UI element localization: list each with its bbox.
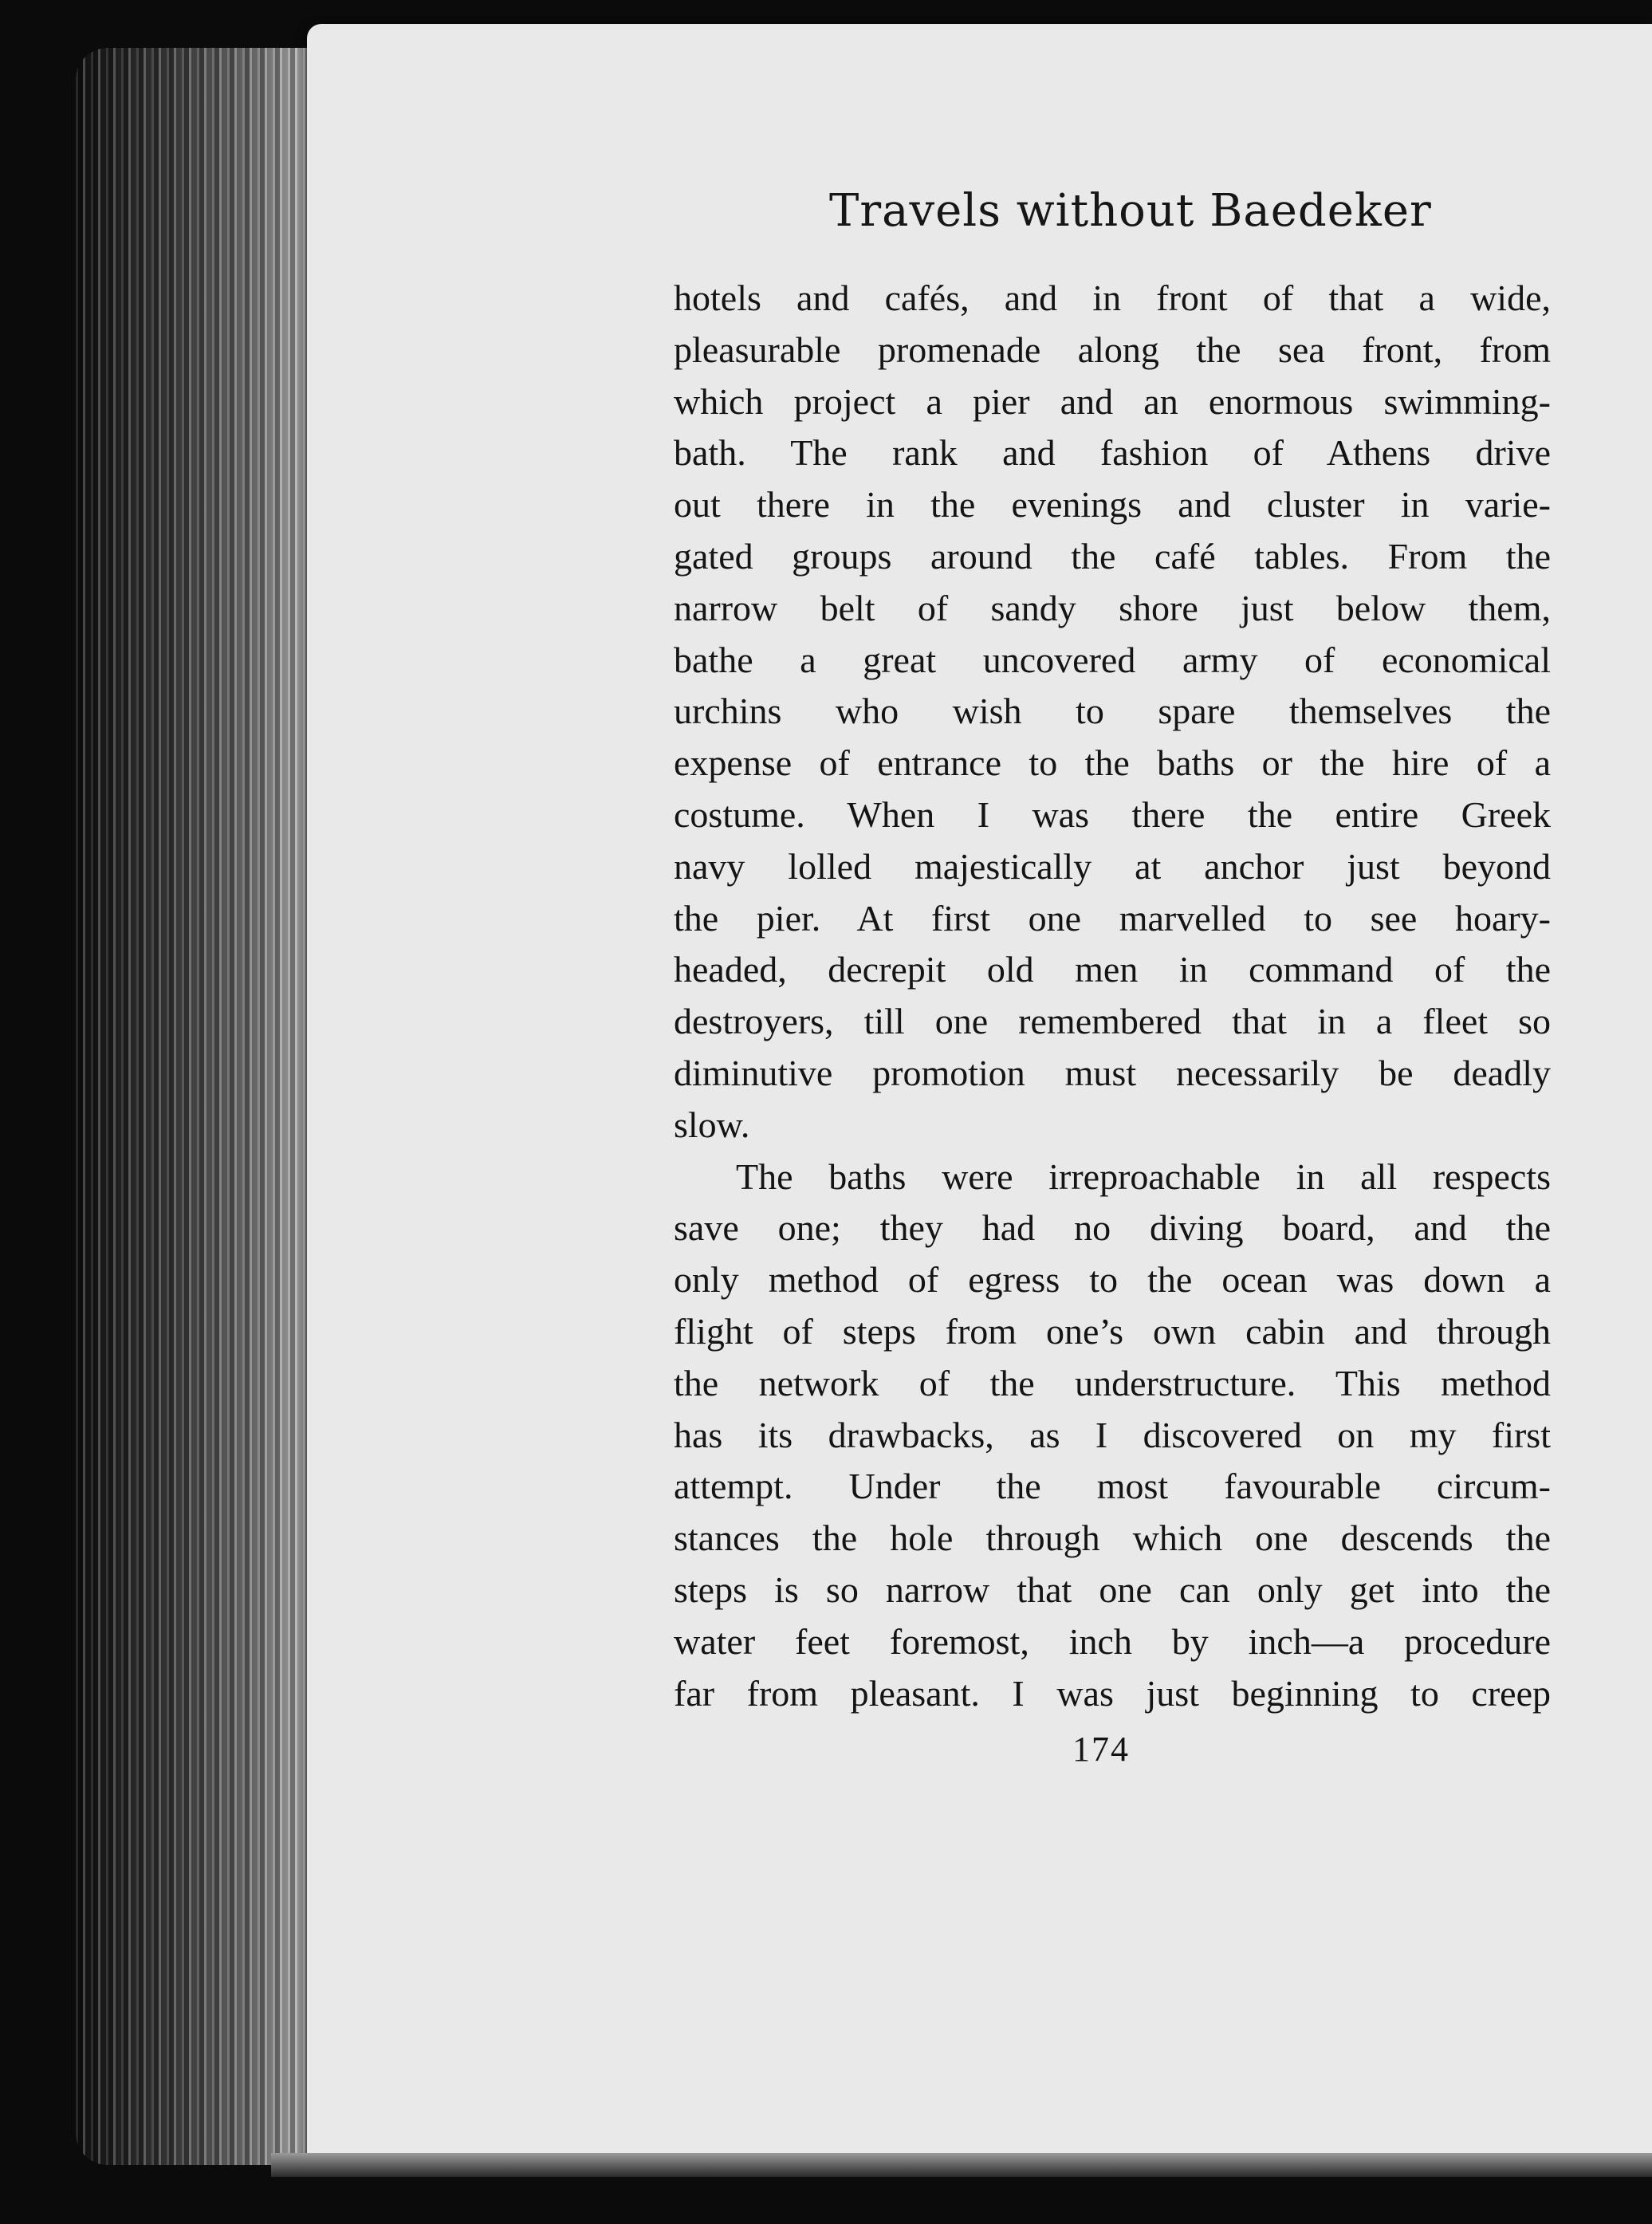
text-line: destroyers, till one remembered that in a fleet so: [674, 1001, 1551, 1042]
text-line: stances the hole through which one descends the: [674, 1517, 1551, 1559]
text-line: save one; they had no diving board, and the: [674, 1207, 1551, 1249]
page-number: 174: [1072, 1730, 1130, 1769]
text-line: costume. When I was there the entire Greek: [674, 793, 1551, 835]
text-line: far from pleasant. I was just beginning to creep: [674, 1672, 1551, 1714]
text-line: has its drawbacks, as I discovered on my first: [674, 1414, 1551, 1455]
text-line: the network of the understructure. This method: [674, 1362, 1551, 1403]
text-line: the pier. At first one marvelled to see hoary-: [674, 897, 1551, 939]
text-line: headed, decrepit old men in command of the: [674, 949, 1551, 990]
running-head: Travels without Baedeker: [829, 185, 1432, 237]
text-line: diminutive promotion must necessarily be deadly: [674, 1052, 1551, 1093]
text-line: bathe a great uncovered army of economical: [674, 639, 1551, 680]
text-line: steps is so narrow that one can only get into the: [674, 1569, 1551, 1610]
text-line: pleasurable promenade along the sea front, from: [674, 329, 1551, 370]
text-line: water feet foremost, inch by inch—a procedure: [674, 1620, 1551, 1662]
text-line: flight of steps from one’s own cabin and through: [674, 1310, 1551, 1352]
text-line: gated groups around the café tables. From the: [674, 535, 1551, 577]
text-line: The baths were irreproachable in all respects: [736, 1155, 1551, 1197]
body-text: [674, 273, 1551, 1719]
text-line: out there in the evenings and cluster in varie-: [674, 484, 1551, 525]
text-line: expense of entrance to the baths or the hire of a: [674, 742, 1551, 784]
text-line: urchins who wish to spare themselves the: [674, 691, 1551, 732]
text-line: navy lolled majestically at anchor just beyond: [674, 845, 1551, 887]
text-line: slow.: [674, 1104, 750, 1145]
page-bottom-edge: [271, 2153, 1652, 2177]
text-line: hotels and cafés, and in front of that a wide,: [674, 278, 1551, 318]
text-line: bath. The rank and fashion of Athens drive: [674, 432, 1551, 474]
text-line: only method of egress to the ocean was down a: [674, 1259, 1551, 1301]
paragraph: [674, 1151, 1551, 1720]
text-line: narrow belt of sandy shore just below them,: [674, 587, 1551, 628]
page-fore-edge: [76, 48, 331, 2165]
text-line: which project a pier and an enormous swimming-: [674, 380, 1551, 422]
paragraph: [674, 273, 1551, 1151]
text-line: attempt. Under the most favourable circum-: [674, 1466, 1551, 1507]
